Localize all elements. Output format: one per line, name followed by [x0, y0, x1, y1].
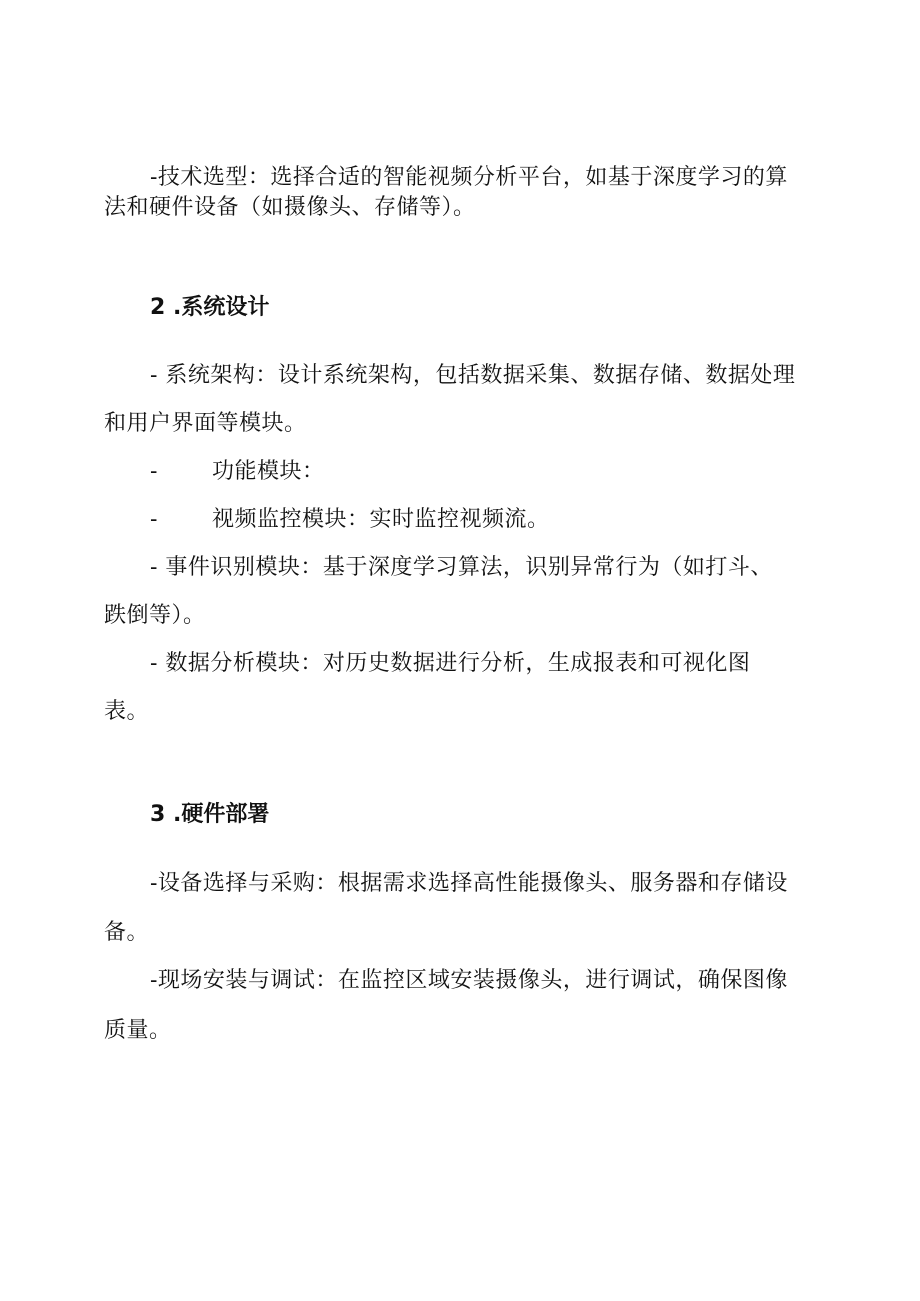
function-module-text: 功能模块： [212, 459, 325, 484]
tech-selection-line-2: 法和硬件设备（如摄像头、存储等）。 [104, 195, 476, 220]
data-analysis-line-1: - 数据分析模块：对历史数据进行分析，生成报表和可视化图 [150, 651, 751, 676]
tech-selection-line-1: -技术选型：选择合适的智能视频分析平台，如基于深度学习的算 [150, 165, 788, 190]
event-recognition-line-1: - 事件识别模块：基于深度学习算法，识别异常行为（如打斗、 [150, 555, 773, 580]
section-heading-hardware: 3 .硬件部署 [150, 802, 270, 827]
equipment-selection-line-1: -设备选择与采购：根据需求选择高性能摄像头、服务器和存储设 [150, 871, 788, 896]
equipment-selection-line-2: 备。 [104, 920, 150, 945]
section-heading-system-design: 2 .系统设计 [150, 295, 270, 320]
video-monitor-dash: - [150, 507, 158, 532]
event-recognition-line-2: 跌倒等）。 [104, 603, 206, 628]
video-monitor-text: 视频监控模块：实时监控视频流。 [212, 507, 550, 532]
system-architecture-line-1: - 系统架构：设计系统架构，包括数据采集、数据存储、数据处理 [150, 363, 796, 388]
data-analysis-line-2: 表。 [104, 699, 150, 724]
function-module-dash: - [150, 459, 158, 484]
installation-line-2: 质量。 [104, 1018, 172, 1043]
installation-line-1: -现场安装与调试：在监控区域安装摄像头，进行调试，确保图像 [150, 968, 788, 993]
system-architecture-line-2: 和用户界面等模块。 [104, 411, 307, 436]
